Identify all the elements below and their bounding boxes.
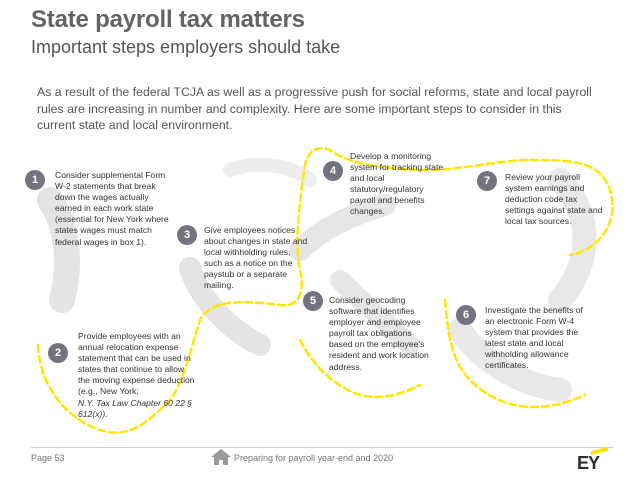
step-6-text: Investigate the benefits of an electronic Form W-4 system that provides the latest state and local withholding allowance certificates. [485, 305, 583, 371]
intro-paragraph: As a result of the federal TCJA as well as a progressive push for social reforms, state and local payroll rules are increasing in number and complexity. Here are some important steps to consider in this current state and local environment. [37, 85, 592, 132]
footer-divider [31, 447, 613, 448]
step-7-badge: 7 [477, 171, 497, 191]
page-number: Page 53 [31, 453, 65, 463]
step-7-text: Review your payroll system earnings and deduction code tax settings against state and local tax sources. [505, 172, 603, 227]
step-6-badge: 6 [456, 305, 476, 325]
ey-logo-text: EY [577, 453, 600, 473]
step-1-badge: 1 [25, 170, 45, 190]
footer-doc-title: Preparing for payroll year-end and 2020 [234, 453, 394, 463]
home-icon[interactable] [210, 448, 232, 466]
step-4-badge: 4 [323, 161, 343, 181]
page-title: State payroll tax matters [31, 6, 305, 33]
page-subtitle: Important steps employers should take [31, 37, 341, 57]
step-3-text: Give employees notices about changes in state and local withholding rules, such as a notice on the paystub or a separate mailing. [204, 225, 308, 291]
step-2-badge: 2 [48, 343, 68, 363]
ey-logo [577, 449, 607, 473]
path-gray-segment-7 [230, 165, 310, 180]
step-1-text: Consider supplemental Form W-2 statements that break down the wages actually earned in each work state (essential for New York where states wages must match federal wages in box 1). [55, 170, 169, 247]
step-3-badge: 3 [177, 225, 197, 245]
step-5-text: Consider geocoding software that identifies employer and employee payroll tax obligations based on the employee’s resident and work location address. [329, 295, 429, 372]
step-2-law-reference: N.Y. Tax Law Chapter 60 22 § 612(x)). [78, 397, 193, 419]
step-5-badge: 5 [303, 291, 323, 311]
step-4-text: Develop a monitoring system for tracking state and local statutory/regulatory payroll and benefits changes. [350, 151, 444, 217]
step-2-body: Provide employees with an annual relocation expense statement that can be used in states that continue to allow the moving expense deduction (e.g., New York; [78, 331, 195, 397]
step-2-text [78, 331, 198, 420]
